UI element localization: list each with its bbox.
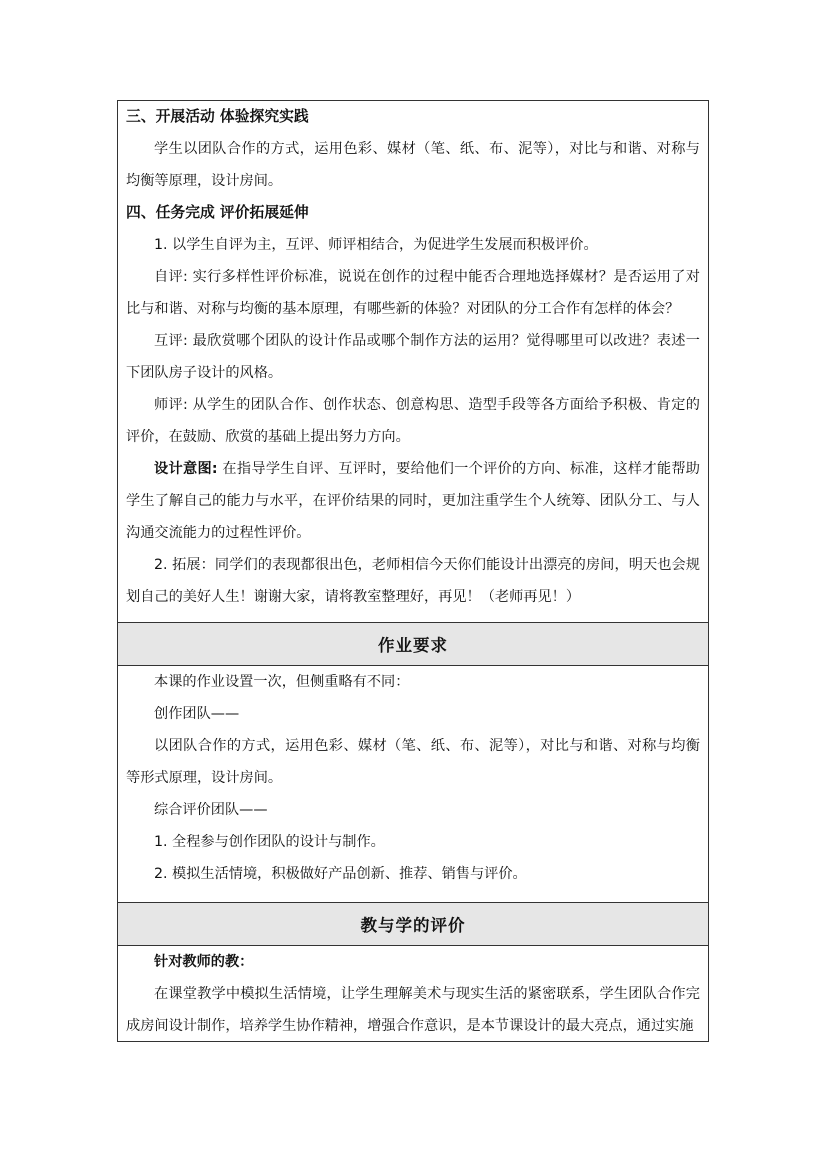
paragraph-extension: 2. 拓展：同学们的表现都很出色，老师相信今天你们能设计出漂亮的房间，明天也会规划自己的美好人生！谢谢大家，请将教室整理好，再见！（老师再见！） <box>126 557 700 605</box>
evaluation-header: 教与学的评价 <box>118 902 708 946</box>
homework-creative-task: 以团队合作的方式，运用色彩、媒材（笔、纸、布、泥等），对比与和谐、对称与均衡等形式原理，设计房间。 <box>126 738 700 786</box>
paragraph-design-intent <box>126 453 700 549</box>
heading-section-4: 四、任务完成 评价拓展延伸 <box>126 204 309 221</box>
design-intent-label: 设计意图: <box>154 461 218 477</box>
design-intent-text: 在指导学生自评、互评时，要给他们一个评价的方向、标准，这样才能帮助学生了解自己的能力与水平，在评价结果的同时，更加注重学生个人统筹、团队分工、与人沟通交流能力的过程性评价。 <box>126 461 700 541</box>
homework-cell <box>118 666 708 902</box>
homework-intro: 本课的作业设置一次，但侧重略有不同： <box>154 674 410 690</box>
paragraph-self-eval: 自评: 实行多样性评价标准，说说在创作的过程中能否合理地选择媒材？是否运用了对比与和谐、对称与均衡的基本原理，有哪些新的体验？对团队的分工合作有怎样的体会？ <box>126 269 700 317</box>
heading-section-3: 三、开展活动 体验探究实践 <box>126 108 309 125</box>
teacher-eval-text: 在课堂教学中模拟生活情境，让学生理解美术与现实生活的紧密联系，学生团队合作完成房间设计制作，培养学生协作精神，增强合作意识，是本节课设计的最大亮点，通过实施 <box>126 986 700 1034</box>
homework-eval-team: 综合评价团队—— <box>154 802 268 818</box>
activity-cell <box>118 101 708 622</box>
lesson-plan-table <box>117 100 709 1042</box>
paragraph-peer-eval: 互评: 最欣赏哪个团队的设计作品或哪个制作方法的运用？觉得哪里可以改进？表述一下团队房子设计的风格。 <box>126 333 700 381</box>
homework-creative-team: 创作团队—— <box>154 706 240 722</box>
homework-item-2: 2. 模拟生活情境，积极做好产品创新、推荐、销售与评价。 <box>154 866 527 882</box>
teacher-eval-heading: 针对教师的教： <box>154 954 254 970</box>
paragraph-evaluation-intro: 1. 以学生自评为主，互评、师评相结合，为促进学生发展而积极评价。 <box>154 237 598 253</box>
paragraph-activity: 学生以团队合作的方式，运用色彩、媒材（笔、纸、布、泥等），对比与和谐、对称与均衡等原理，设计房间。 <box>126 141 700 189</box>
evaluation-cell <box>118 946 708 1043</box>
homework-item-1: 1. 全程参与创作团队的设计与制作。 <box>154 834 385 850</box>
paragraph-teacher-eval: 师评: 从学生的团队合作、创作状态、创意构思、造型手段等各方面给予积极、肯定的评价，在鼓励、欣赏的基础上提出努力方向。 <box>126 397 700 445</box>
homework-header: 作业要求 <box>118 622 708 666</box>
